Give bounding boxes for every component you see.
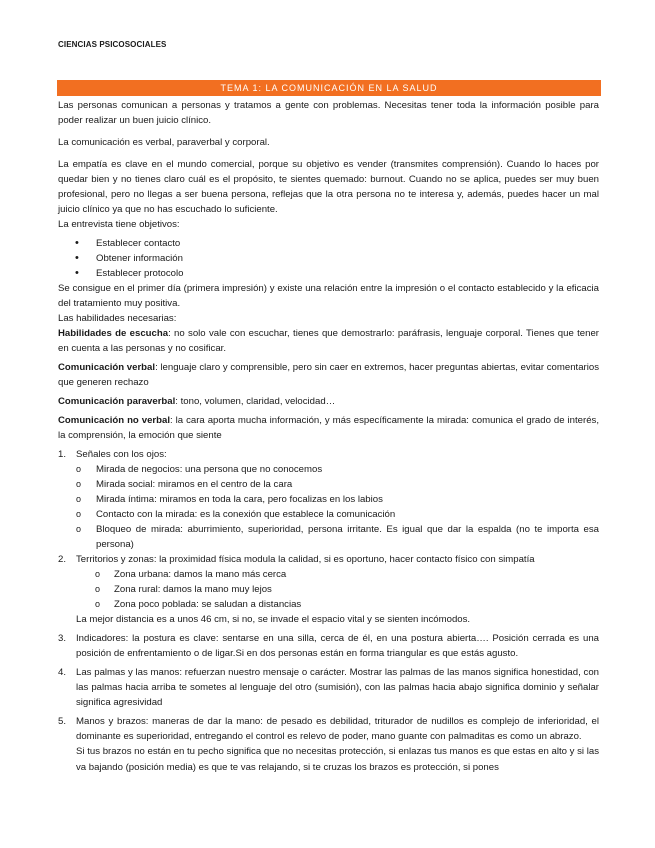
list-item: • Obtener información xyxy=(58,251,599,266)
numbered-item-2 xyxy=(58,552,599,567)
skill-term: Comunicación no verbal xyxy=(58,415,171,426)
item-number: 1. xyxy=(58,449,67,460)
eye-signals-list xyxy=(58,462,599,552)
skill-text: : tono, volumen, claridad, velocidad… xyxy=(175,396,336,407)
skill-paraverbal xyxy=(58,394,599,409)
paragraph-intro: Las personas comunican a personas y tratamos a gente con problemas. Necesitas tener toda la información posible para poder realizar un buen juicio clínico. xyxy=(58,100,599,126)
page-header: CIENCIAS PSICOSOCIALES xyxy=(58,40,167,49)
item-number: 3. xyxy=(58,633,67,644)
list-item: o Mirada íntima: miramos en toda la cara, pero focalizas en los labios xyxy=(58,492,599,507)
zones-list xyxy=(58,567,599,612)
paragraph-distance: La mejor distancia es a unos 46 cm, si no, se invade el espacio vital y se sienten incómodos. xyxy=(76,614,471,625)
skill-text: : lenguaje claro y comprensible, pero sin caer en extremos, hacer preguntas abiertas, evitar comentarios que generen rechazo xyxy=(58,362,600,388)
list-item: • Establecer protocolo xyxy=(58,266,599,281)
list-item: o Mirada social: miramos en el centro de la cara xyxy=(58,477,599,492)
paragraph-empathy: La empatía es clave en el mundo comercial, porque su objetivo es vender (transmites comprensión). Cuando lo haces por quedar bien y no tienes claro cuál es el propósito, te sientes quemado: burnout. Cuando no se aplica, puedes ser muy buen profesional, pero no llegas a ser buena persona, reflejas que la otra persona no te interesa y, además, puedes hacer un mal juicio clínico ya que no has escuchado lo suficiente. xyxy=(58,159,599,215)
list-item: o Contacto con la mirada: es la conexión que establece la comunicación xyxy=(58,507,599,522)
skill-term: Comunicación paraverbal xyxy=(58,396,176,407)
list-item: • Establecer contacto xyxy=(58,236,599,251)
numbered-item-4 xyxy=(58,665,599,710)
list-item: o Mirada de negocios: una persona que no conocemos xyxy=(58,462,599,477)
paragraph-first-day: Se consigue en el primer día (primera impresión) y existe una relación entre la impresión o el contacto establecido y la eficacia del tratamiento muy positiva. xyxy=(58,283,599,309)
skill-text: : no solo vale con escuchar, tienes que demostrarlo: paráfrasis, lenguaje corporal. Tienes que tener en cuenta a las personas y no cosificar. xyxy=(58,328,599,354)
numbered-item-5 xyxy=(58,714,599,744)
paragraph-skills-intro: Las habilidades necesarias: xyxy=(58,313,177,324)
item-number: 5. xyxy=(58,716,67,727)
item-text: Territorios y zonas: la proximidad física modula la calidad, si es oportuno, hacer contacto físico con simpatía xyxy=(76,554,535,565)
item-number: 2. xyxy=(58,554,67,565)
skill-term: Comunicación verbal xyxy=(58,362,156,373)
numbered-item-3 xyxy=(58,631,599,661)
document-body xyxy=(58,98,599,776)
skill-term: Habilidades de escucha xyxy=(58,328,169,339)
item-number: 4. xyxy=(58,667,67,678)
skill-text: : la cara aporta mucha información, y más específicamente la mirada: comunica el grado de interés, la comprensión, la emoción que siente xyxy=(58,415,600,441)
skill-listening xyxy=(58,326,599,356)
item-text: Las palmas y las manos: refuerzan nuestro mensaje o carácter. Mostrar las palmas de las manos significa honestidad, con las palmas hacia arriba te sometes al lenguaje del otro (sumisión), con las palmas hacia abajo significa dominio y señalar significa agresividad xyxy=(76,667,599,708)
paragraph-arms: Si tus brazos no están en tu pecho significa que no necesitas protección, si enlazas tus manos es que estas en alto y si las va bajando (posición media) es que te vas relajando, si te cruzas los brazos es protección, si pones xyxy=(76,746,599,773)
list-item: o Zona urbana: damos la mano más cerca xyxy=(58,567,599,582)
list-item: o Bloqueo de mirada: aburrimiento, superioridad, persona irritante. Es igual que dar la espalda (no te importa esa persona) xyxy=(58,522,599,552)
skill-nonverbal xyxy=(58,413,599,443)
section-title-banner: TEMA 1: LA COMUNICACIÓN EN LA SALUD xyxy=(57,80,601,96)
paragraph-communication-types: La comunicación es verbal, paraverbal y corporal. xyxy=(58,137,270,148)
item-text: Indicadores: la postura es clave: sentarse en una silla, cerca de él, en una postura abierta…. Posición cerrada es una posición de enfrentamiento o de ligar.Si en dos personas están en forma triangular es que estás agusto. xyxy=(76,633,599,659)
item-text: Señales con los ojos: xyxy=(76,449,167,460)
item-text: Manos y brazos: maneras de dar la mano: de pesado es debilidad, triturador de nudillos es complejo de inferioridad, el dominante es superioridad, entregando el control es relevo de poder, mano guante con palmaditas es como un abrazo. xyxy=(76,716,599,742)
list-item: o Zona poco poblada: se saludan a distancias xyxy=(58,597,599,612)
paragraph-interview: La entrevista tiene objetivos: xyxy=(58,219,180,230)
objectives-list xyxy=(58,236,599,281)
list-item: o Zona rural: damos la mano muy lejos xyxy=(58,582,599,597)
numbered-item-1 xyxy=(58,447,599,462)
skill-verbal xyxy=(58,360,599,390)
